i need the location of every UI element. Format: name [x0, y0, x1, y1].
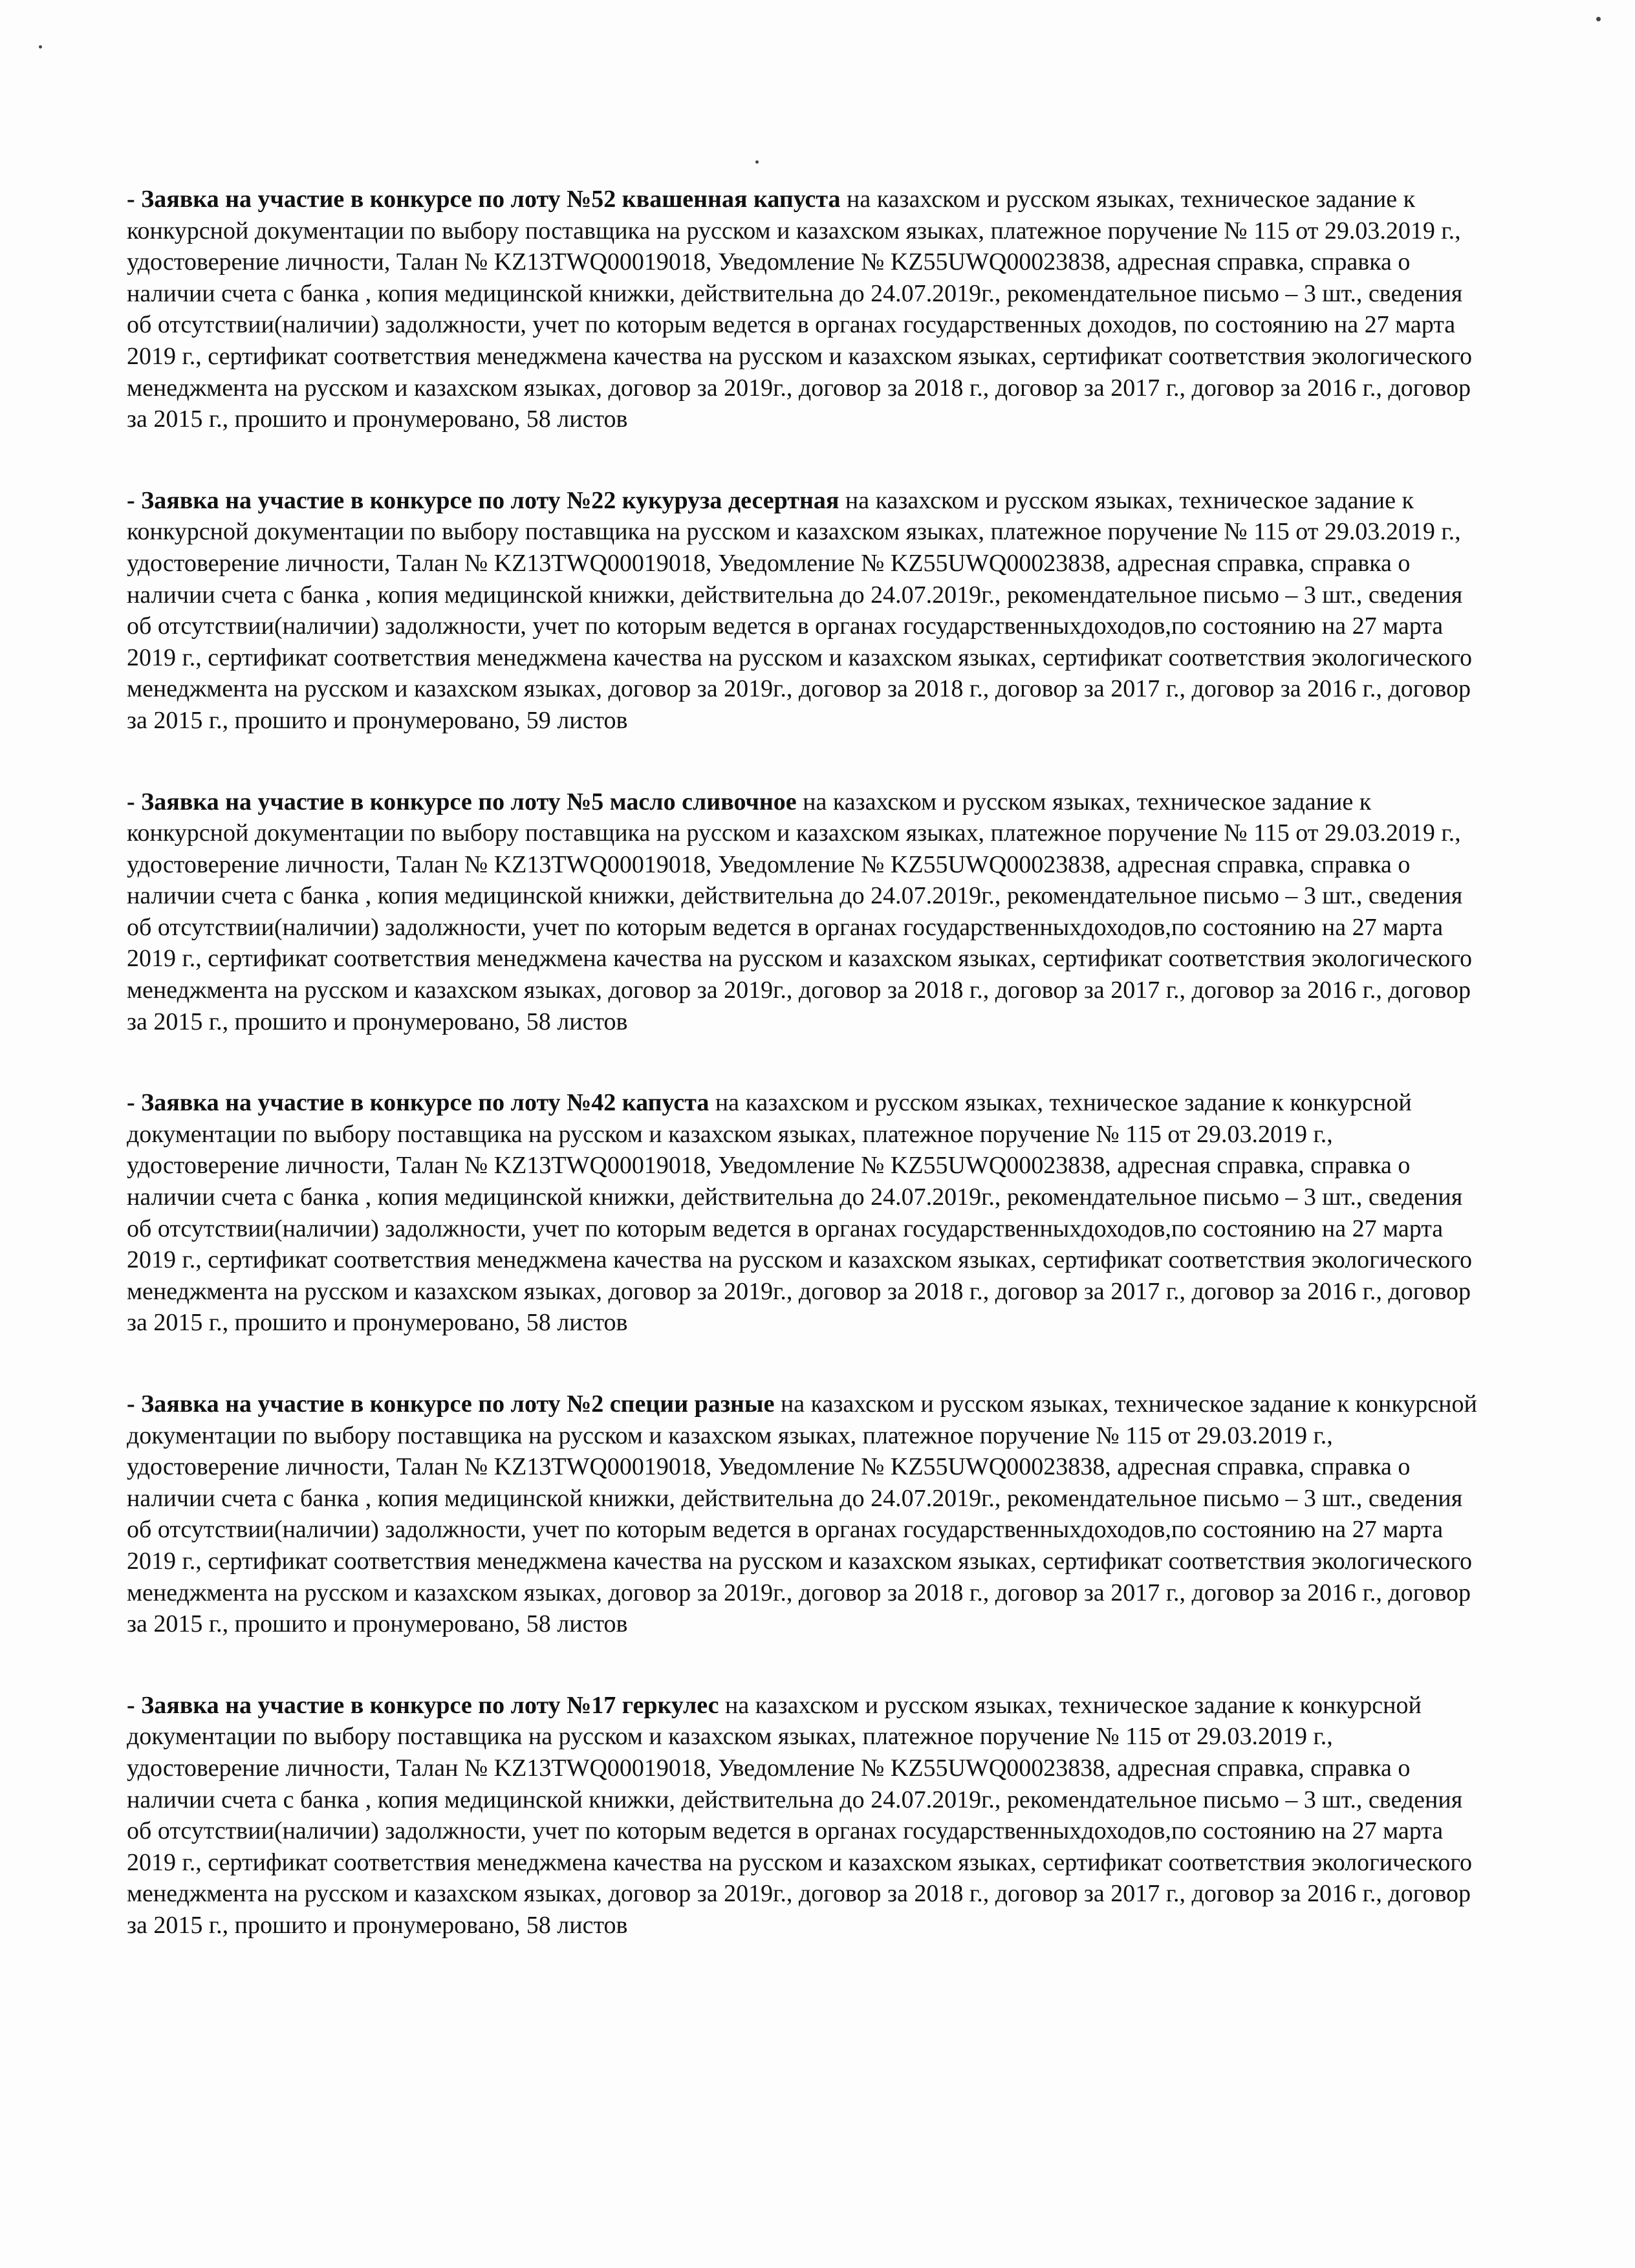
- entry-body: на казахском и русском языках, техническое задание к конкурсной документации по выбору поставщика на русском и казахском языках, платежное поручение № 115 от 29.03.2019 г., удостоверение личности, Талан № KZ13TWQ00019018, Уведомление № KZ55UWQ00023838, адресная справка, справка о наличии счета с банка , копия медицинской книжки, действительна до 24.07.2019г., рекомендательное письмо – 3 шт., сведения об отсутствии(наличии) задолжности, учет по которым ведется в органах государственных доходов, по состоянию на 27 марта 2019 г., сертификат соответствия менеджмена качества на русском и казахском языках, сертификат соответствия экологического менеджмента на русском и казахском языках, договор за 2019г., договор за 2018 г., договор за 2017 г., договор за 2016 г., договор за 2015 г., прошито и пронумеровано, 58 листов: [127, 186, 1473, 433]
- application-entry: [127, 485, 1478, 737]
- entry-body: на казахском и русском языках, техническое задание к конкурсной документации по выбору поставщика на русском и казахском языках, платежное поручение № 115 от 29.03.2019 г., удостоверение личности, Талан № KZ13TWQ00019018, Уведомление № KZ55UWQ00023838, адресная справка, справка о наличии счета с банка , копия медицинской книжки, действительна до 24.07.2019г., рекомендательное письмо – 3 шт., сведения об отсутствии(наличии) задолжности, учет по которым ведется в органах государственныхдоходов,по состоянию на 27 марта 2019 г., сертификат соответствия менеджмена качества на русском и казахском языках, сертификат соответствия экологического менеджмента на русском и казахском языках, договор за 2019г., договор за 2018 г., договор за 2017 г., договор за 2016 г., договор за 2015 г., прошито и пронумеровано, 58 листов: [127, 1691, 1473, 1939]
- application-entry: [127, 184, 1478, 435]
- entry-heading: - Заявка на участие в конкурсе по лоту №17 геркулес: [127, 1691, 719, 1719]
- application-entry: [127, 1690, 1478, 1941]
- entry-heading: - Заявка на участие в конкурсе по лоту №5 масло сливочное: [127, 788, 797, 815]
- scan-speck: [1596, 17, 1601, 21]
- entry-heading: - Заявка на участие в конкурсе по лоту №22 кукуруза десертная: [127, 486, 839, 514]
- entry-heading: - Заявка на участие в конкурсе по лоту №42 капуста: [127, 1089, 709, 1117]
- entry-heading: - Заявка на участие в конкурсе по лоту №2 специи разные: [127, 1390, 775, 1418]
- entry-heading: - Заявка на участие в конкурсе по лоту №52 квашенная капуста: [127, 186, 841, 213]
- document-body: [127, 184, 1478, 1991]
- entry-body: на казахском и русском языках, техническое задание к конкурсной документации по выбору поставщика на русском и казахском языках, платежное поручение № 115 от 29.03.2019 г., удостоверение личности, Талан № KZ13TWQ00019018, Уведомление № KZ55UWQ00023838, адресная справка, справка о наличии счета с банка , копия медицинской книжки, действительна до 24.07.2019г., рекомендательное письмо – 3 шт., сведения об отсутствии(наличии) задолжности, учет по которым ведется в органах государственныхдоходов,по состоянию на 27 марта 2019 г., сертификат соответствия менеджмена качества на русском и казахском языках, сертификат соответствия экологического менеджмента на русском и казахском языках, договор за 2019г., договор за 2018 г., договор за 2017 г., договор за 2016 г., договор за 2015 г., прошито и пронумеровано, 58 листов: [127, 788, 1473, 1035]
- scan-speck: [755, 160, 759, 164]
- application-entry: [127, 1388, 1478, 1640]
- application-entry: [127, 1087, 1478, 1339]
- entry-body: на казахском и русском языках, техническое задание к конкурсной документации по выбору поставщика на русском и казахском языках, платежное поручение № 115 от 29.03.2019 г., удостоверение личности, Талан № KZ13TWQ00019018, Уведомление № KZ55UWQ00023838, адресная справка, справка о наличии счета с банка , копия медицинской книжки, действительна до 24.07.2019г., рекомендательное письмо – 3 шт., сведения об отсутствии(наличии) задолжности, учет по которым ведется в органах государственныхдоходов,по состоянию на 27 марта 2019 г., сертификат соответствия менеджмена качества на русском и казахском языках, сертификат соответствия экологического менеджмента на русском и казахском языках, договор за 2019г., договор за 2018 г., договор за 2017 г., договор за 2016 г., договор за 2015 г., прошито и пронумеровано, 59 листов: [127, 486, 1473, 734]
- entry-body: на казахском и русском языках, техническое задание к конкурсной документации по выбору поставщика на русском и казахском языках, платежное поручение № 115 от 29.03.2019 г., удостоверение личности, Талан № KZ13TWQ00019018, Уведомление № KZ55UWQ00023838, адресная справка, справка о наличии счета с банка , копия медицинской книжки, действительна до 24.07.2019г., рекомендательное письмо – 3 шт., сведения об отсутствии(наличии) задолжности, учет по которым ведется в органах государственныхдоходов,по состоянию на 27 марта 2019 г., сертификат соответствия менеджмена качества на русском и казахском языках, сертификат соответствия экологического менеджмента на русском и казахском языках, договор за 2019г., договор за 2018 г., договор за 2017 г., договор за 2016 г., договор за 2015 г., прошито и пронумеровано, 58 листов: [127, 1089, 1473, 1337]
- entry-body: на казахском и русском языках, техническое задание к конкурсной документации по выбору поставщика на русском и казахском языках, платежное поручение № 115 от 29.03.2019 г., удостоверение личности, Талан № KZ13TWQ00019018, Уведомление № KZ55UWQ00023838, адресная справка, справка о наличии счета с банка , копия медицинской книжки, действительна до 24.07.2019г., рекомендательное письмо – 3 шт., сведения об отсутствии(наличии) задолжности, учет по которым ведется в органах государственныхдоходов,по состоянию на 27 марта 2019 г., сертификат соответствия менеджмена качества на русском и казахском языках, сертификат соответствия экологического менеджмента на русском и казахском языках, договор за 2019г., договор за 2018 г., договор за 2017 г., договор за 2016 г., договор за 2015 г., прошито и пронумеровано, 58 листов: [127, 1390, 1477, 1638]
- scan-speck: [39, 45, 42, 49]
- application-entry: [127, 786, 1478, 1038]
